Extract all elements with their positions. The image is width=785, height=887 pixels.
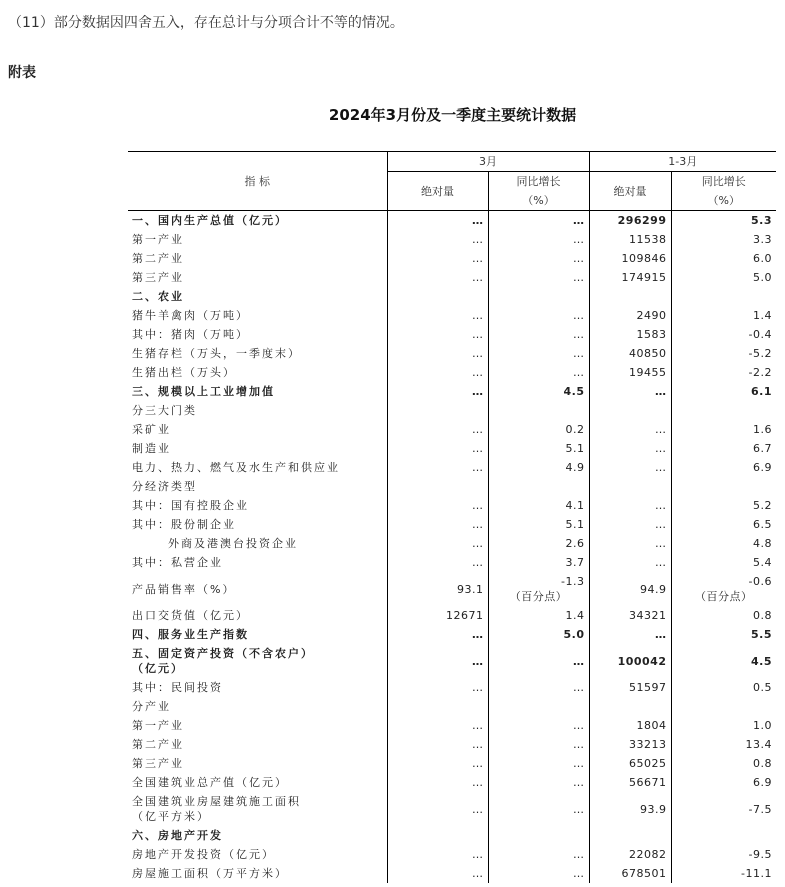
march-absolute-value: …: [387, 735, 488, 754]
table-row: [128, 382, 776, 401]
header-march-yoy: 同比增长 （%）: [488, 172, 589, 211]
q1-absolute-value: [589, 477, 671, 496]
q1-yoy-value: [671, 401, 776, 420]
march-absolute-value: [387, 401, 488, 420]
q1-absolute-value: 56671: [589, 773, 671, 792]
march-yoy-value: 4.1: [488, 496, 589, 515]
march-yoy-value: [488, 477, 589, 496]
q1-yoy-value: 5.3: [671, 211, 776, 231]
march-absolute-value: [387, 477, 488, 496]
q1-absolute-value: 22082: [589, 845, 671, 864]
q1-absolute-value: 2490: [589, 306, 671, 325]
march-yoy-value: 4.9: [488, 458, 589, 477]
march-yoy-value: -1.3 （百分点）: [488, 572, 589, 606]
q1-yoy-value: 6.9: [671, 773, 776, 792]
header-q1-yoy: 同比增长 （%）: [671, 172, 776, 211]
march-yoy-value: 0.2: [488, 420, 589, 439]
march-absolute-value: …: [387, 534, 488, 553]
march-yoy-value: [488, 401, 589, 420]
table-row: [128, 477, 776, 496]
row-label: 三、规模以上工业增加值: [132, 385, 275, 398]
march-yoy-value: …: [488, 644, 589, 678]
header-q1: 1-3月: [589, 152, 776, 172]
q1-absolute-value: …: [589, 534, 671, 553]
march-absolute-value: …: [387, 344, 488, 363]
row-label: 六、房地产开发: [132, 829, 223, 842]
table-row: [128, 697, 776, 716]
march-absolute-value: …: [387, 420, 488, 439]
march-yoy-value: …: [488, 230, 589, 249]
statistics-table: [128, 151, 776, 883]
row-label: 产品销售率（%）: [132, 582, 236, 596]
q1-yoy-value: -5.2: [671, 344, 776, 363]
header-march-absolute: 绝对量: [387, 172, 488, 211]
q1-absolute-value: …: [589, 439, 671, 458]
row-label: 猪牛羊禽肉（万吨）: [132, 309, 249, 322]
march-yoy-value: 1.4: [488, 606, 589, 625]
q1-yoy-value: -2.2: [671, 363, 776, 382]
table-row: [128, 826, 776, 845]
march-absolute-value: …: [387, 230, 488, 249]
row-label: 四、服务业生产指数: [132, 628, 249, 641]
march-absolute-value: …: [387, 773, 488, 792]
q1-yoy-value: 0.8: [671, 606, 776, 625]
table-row: [128, 420, 776, 439]
march-absolute-value: [387, 697, 488, 716]
march-absolute-value: …: [387, 325, 488, 344]
march-yoy-value: …: [488, 268, 589, 287]
row-label: 电力、热力、燃气及水生产和供应业: [132, 461, 340, 474]
q1-yoy-value: 1.6: [671, 420, 776, 439]
march-yoy-value: …: [488, 211, 589, 231]
table-row: [128, 439, 776, 458]
row-label: 二、农业: [132, 290, 184, 303]
q1-yoy-value: 13.4: [671, 735, 776, 754]
march-yoy-value: …: [488, 792, 589, 826]
march-absolute-value: …: [387, 792, 488, 826]
march-yoy-value: [488, 697, 589, 716]
row-label: 生猪出栏（万头）: [132, 366, 236, 379]
q1-yoy-value: [671, 477, 776, 496]
march-absolute-value: …: [387, 644, 488, 678]
table-body: [128, 211, 776, 884]
table-row: [128, 716, 776, 735]
q1-absolute-value: …: [589, 625, 671, 644]
march-absolute-value: …: [387, 864, 488, 883]
march-absolute-value: …: [387, 382, 488, 401]
footnote: （11）部分数据因四舍五入，存在总计与分项合计不等的情况。: [8, 15, 404, 31]
march-absolute-value: [387, 826, 488, 845]
row-label: 其中：私营企业: [132, 556, 223, 569]
q1-absolute-value: 94.9: [589, 572, 671, 606]
table-row: [128, 553, 776, 572]
q1-absolute-value: 34321: [589, 606, 671, 625]
q1-yoy-value: -9.5: [671, 845, 776, 864]
q1-yoy-value: 5.2: [671, 496, 776, 515]
q1-yoy-value: 1.0: [671, 716, 776, 735]
march-absolute-value: …: [387, 211, 488, 231]
q1-absolute-value: 51597: [589, 678, 671, 697]
table-row: [128, 211, 776, 231]
row-label: 第一产业: [132, 233, 184, 246]
table-row: [128, 625, 776, 644]
q1-absolute-value: 174915: [589, 268, 671, 287]
row-label: 第三产业: [132, 757, 184, 770]
row-label: 制造业: [132, 442, 171, 455]
q1-absolute-value: 1583: [589, 325, 671, 344]
q1-absolute-value: 296299: [589, 211, 671, 231]
row-label: 分三大门类: [132, 404, 197, 417]
row-label: 五、固定资产投资（不含农户） （亿元）: [132, 647, 314, 675]
march-yoy-value: …: [488, 363, 589, 382]
march-yoy-value: …: [488, 249, 589, 268]
q1-yoy-value: 6.5: [671, 515, 776, 534]
q1-absolute-value: [589, 401, 671, 420]
march-yoy-value: …: [488, 325, 589, 344]
row-label: 房地产开发投资（亿元）: [132, 848, 275, 861]
table-row: [128, 287, 776, 306]
q1-yoy-value: 0.8: [671, 754, 776, 773]
appendix-label: 附表: [8, 65, 36, 81]
q1-absolute-value: 678501: [589, 864, 671, 883]
q1-yoy-value: 6.1: [671, 382, 776, 401]
q1-yoy-value: [671, 287, 776, 306]
march-yoy-value: …: [488, 678, 589, 697]
march-absolute-value: …: [387, 268, 488, 287]
q1-absolute-value: [589, 287, 671, 306]
march-absolute-value: …: [387, 363, 488, 382]
row-label: 房屋施工面积（万平方米）: [132, 867, 288, 880]
march-absolute-value: …: [387, 496, 488, 515]
q1-yoy-value: [671, 697, 776, 716]
q1-yoy-value: 1.4: [671, 306, 776, 325]
march-absolute-value: …: [387, 754, 488, 773]
table-row: [128, 845, 776, 864]
row-label: 其中：猪肉（万吨）: [132, 328, 249, 341]
q1-absolute-value: [589, 697, 671, 716]
table-row: [128, 735, 776, 754]
q1-yoy-value: 5.0: [671, 268, 776, 287]
march-absolute-value: …: [387, 553, 488, 572]
march-yoy-value: [488, 287, 589, 306]
q1-absolute-value: 109846: [589, 249, 671, 268]
march-yoy-value: 2.6: [488, 534, 589, 553]
march-yoy-value: …: [488, 735, 589, 754]
q1-yoy-value: 6.9: [671, 458, 776, 477]
march-absolute-value: …: [387, 625, 488, 644]
q1-absolute-value: 65025: [589, 754, 671, 773]
march-yoy-value: [488, 826, 589, 845]
header-indicator: 指 标: [128, 152, 387, 211]
header-march: 3月: [387, 152, 589, 172]
header-q1-absolute: 绝对量: [589, 172, 671, 211]
row-label: 第一产业: [132, 719, 184, 732]
q1-yoy-value: 3.3: [671, 230, 776, 249]
table-row: [128, 792, 776, 826]
q1-yoy-value: [671, 826, 776, 845]
table-row: [128, 534, 776, 553]
q1-yoy-value: -7.5: [671, 792, 776, 826]
table-row: [128, 678, 776, 697]
table-row: [128, 249, 776, 268]
q1-yoy-value: 6.7: [671, 439, 776, 458]
q1-yoy-value: 5.5: [671, 625, 776, 644]
march-yoy-value: …: [488, 845, 589, 864]
march-yoy-value: 4.5: [488, 382, 589, 401]
table-title: 2024年3月份及一季度主要统计数据: [328, 106, 577, 124]
march-yoy-value: …: [488, 716, 589, 735]
q1-absolute-value: …: [589, 496, 671, 515]
row-label: 分产业: [132, 700, 171, 713]
row-label: 出口交货值（亿元）: [132, 609, 249, 622]
q1-yoy-value: 0.5: [671, 678, 776, 697]
row-label: 第二产业: [132, 252, 184, 265]
table-row: [128, 496, 776, 515]
row-label: 外商及港澳台投资企业: [168, 537, 298, 550]
march-absolute-value: …: [387, 306, 488, 325]
q1-absolute-value: [589, 826, 671, 845]
march-absolute-value: …: [387, 678, 488, 697]
march-yoy-value: …: [488, 773, 589, 792]
row-label: 其中：民间投资: [132, 681, 223, 694]
march-absolute-value: …: [387, 845, 488, 864]
q1-absolute-value: …: [589, 458, 671, 477]
row-label: 一、国内生产总值（亿元）: [132, 214, 288, 227]
row-label: 其中：股份制企业: [132, 518, 236, 531]
q1-yoy-value: -0.4: [671, 325, 776, 344]
table-row: [128, 515, 776, 534]
table-row: [128, 458, 776, 477]
q1-yoy-value: 6.0: [671, 249, 776, 268]
table-row: [128, 754, 776, 773]
row-label: 其中：国有控股企业: [132, 499, 249, 512]
march-yoy-value: 3.7: [488, 553, 589, 572]
q1-absolute-value: 11538: [589, 230, 671, 249]
march-absolute-value: …: [387, 515, 488, 534]
q1-absolute-value: 93.9: [589, 792, 671, 826]
q1-yoy-value: 5.4: [671, 553, 776, 572]
row-label: 第三产业: [132, 271, 184, 284]
q1-absolute-value: 33213: [589, 735, 671, 754]
march-absolute-value: 12671: [387, 606, 488, 625]
table-row: [128, 773, 776, 792]
table-row: [128, 230, 776, 249]
q1-absolute-value: …: [589, 382, 671, 401]
march-yoy-value: …: [488, 754, 589, 773]
march-absolute-value: …: [387, 716, 488, 735]
table-row: [128, 572, 776, 606]
q1-absolute-value: 19455: [589, 363, 671, 382]
q1-absolute-value: 1804: [589, 716, 671, 735]
row-label: 第二产业: [132, 738, 184, 751]
table-row: [128, 401, 776, 420]
march-yoy-value: …: [488, 344, 589, 363]
march-absolute-value: 93.1: [387, 572, 488, 606]
q1-absolute-value: …: [589, 553, 671, 572]
table-row: [128, 606, 776, 625]
table-row: [128, 864, 776, 883]
q1-absolute-value: …: [589, 420, 671, 439]
table-row: [128, 306, 776, 325]
q1-yoy-value: -0.6 （百分点）: [671, 572, 776, 606]
q1-absolute-value: 40850: [589, 344, 671, 363]
march-yoy-value: …: [488, 306, 589, 325]
q1-absolute-value: …: [589, 515, 671, 534]
row-label: 全国建筑业总产值（亿元）: [132, 776, 288, 789]
row-label: 全国建筑业房屋建筑施工面积 （亿平方米）: [132, 795, 301, 823]
table-row: [128, 268, 776, 287]
march-yoy-value: 5.1: [488, 515, 589, 534]
table-row: [128, 644, 776, 678]
row-label: 分经济类型: [132, 480, 197, 493]
march-yoy-value: …: [488, 864, 589, 883]
table-row: [128, 325, 776, 344]
q1-yoy-value: -11.1: [671, 864, 776, 883]
march-absolute-value: …: [387, 458, 488, 477]
march-yoy-value: 5.0: [488, 625, 589, 644]
q1-absolute-value: 100042: [589, 644, 671, 678]
row-label: 生猪存栏（万头，一季度末）: [132, 347, 301, 360]
q1-yoy-value: 4.8: [671, 534, 776, 553]
row-label: 采矿业: [132, 423, 171, 436]
table-row: [128, 344, 776, 363]
q1-yoy-value: 4.5: [671, 644, 776, 678]
march-yoy-value: 5.1: [488, 439, 589, 458]
march-absolute-value: …: [387, 439, 488, 458]
march-absolute-value: …: [387, 249, 488, 268]
table-row: [128, 363, 776, 382]
march-absolute-value: [387, 287, 488, 306]
